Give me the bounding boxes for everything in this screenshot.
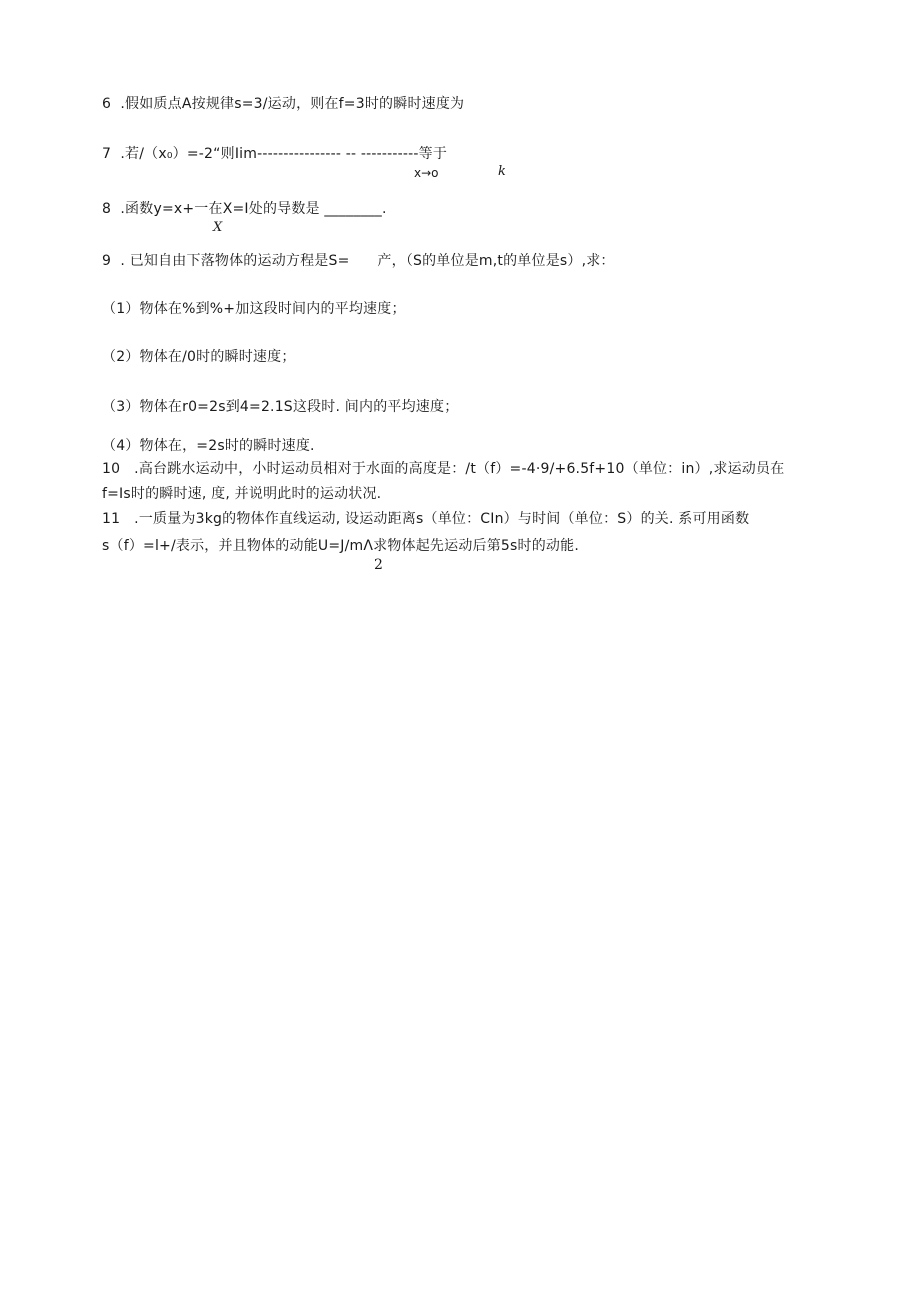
problem-10-line-2: f=Is时的瞬时速, 度, 并说明此时的运动状况. [102,486,382,502]
problem-6: 6 .假如质点A按规律s=3/运动，则在f=3时的瞬时速度为 [102,96,465,112]
problem-7-limit-subscript: x→o [414,166,439,180]
problem-7-denominator: k [498,164,506,179]
problem-9: 9 . 已知自由下落物体的运动方程是S= 产，（S的单位是m,t的单位是s）,求： [102,253,615,269]
problem-8-denominator: X [213,220,223,235]
problem-11-line-1: 11 .一质量为3kg的物体作直线运动, 设运动距离s（单位：CIn）与时间（单位：S）的关. 系可用函数 [102,511,750,527]
problem-9-part-3: （3）物体在r0=2s到4=2.1S这段时. 间内的平均速度； [102,399,459,415]
problem-9-part-2: （2）物体在/0时的瞬时速度； [102,349,296,365]
problem-9-part-4: （4）物体在，=2s时的瞬时速度. [102,438,315,454]
problem-11-denominator: 2 [374,557,383,573]
problem-7: 7 .若/（x₀）=-2“则Iim---------------- -- -----------等于 [102,146,448,162]
problem-11-line-2: s（f）=l+/表示，并且物体的动能U=J∕mΛ求物体起先运动后第5s时的动能. [102,538,579,554]
problem-8: 8 .函数y=x+一在X=I处的导数是 ________. [102,201,387,217]
problem-9-part-1: （1）物体在%到%+加这段时间内的平均速度； [102,301,406,317]
problem-10-line-1: 10 .高台跳水运动中，小时运动员相对于水面的高度是：/t（f）=-4·9/+6.5f+10（单位：in）,求运动员在 [102,461,785,477]
